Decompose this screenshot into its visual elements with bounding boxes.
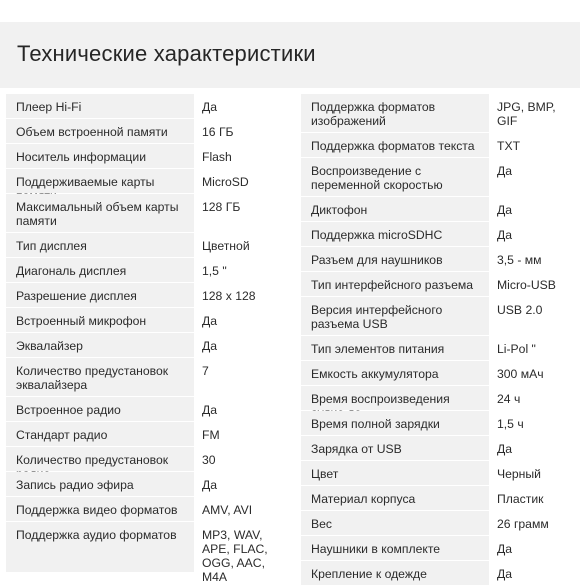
spec-label: Поддержка видео форматов (6, 497, 194, 521)
spec-row (6, 446, 291, 471)
spec-label: Стандарт радио (6, 422, 194, 446)
spec-value: Li-Pol " (489, 336, 576, 360)
spec-value: Да (194, 397, 291, 421)
spec-value: 1,5 ч (489, 411, 576, 435)
spec-label: Носитель информации (6, 144, 194, 168)
spec-value: Да (489, 158, 576, 196)
spec-value: Да (489, 536, 576, 560)
spec-row (6, 421, 291, 446)
spec-label: Поддержка microSDHC (301, 222, 489, 246)
spec-value: TXT (489, 133, 576, 157)
spec-row (301, 246, 576, 271)
spec-row (6, 521, 291, 584)
spec-value: Да (489, 197, 576, 221)
spec-label: Емкость аккумулятора (301, 361, 489, 385)
spec-value: 3,5 - мм (489, 247, 576, 271)
spec-value: JPG, BMP, GIF (489, 94, 576, 132)
spec-label: Время полной зарядки (301, 411, 489, 435)
spec-value: Да (489, 561, 576, 585)
spec-label: Воспроизведение с переменной скоростью (301, 158, 489, 196)
spec-row (6, 471, 291, 496)
spec-label: Цвет (301, 461, 489, 485)
spec-value: Пластик (489, 486, 576, 510)
spec-label: Тип интерфейсного разъема (301, 272, 489, 296)
spec-value: 128 x 128 (194, 283, 291, 307)
spec-label: Эквалайзер (6, 333, 194, 357)
spec-row (301, 132, 576, 157)
spec-row (301, 485, 576, 510)
spec-label: Крепление к одежде (301, 561, 489, 585)
spec-label: Запись радио эфира (6, 472, 194, 496)
spec-row (301, 410, 576, 435)
spec-label: Поддерживаемые карты (6, 169, 194, 193)
spec-label: Диагональ дисплея (6, 258, 194, 282)
spec-value: 24 ч (489, 386, 576, 410)
spec-label: Время воспроизведения (301, 386, 489, 410)
spec-label: Тип дисплея (6, 233, 194, 257)
spec-row (301, 296, 576, 335)
spec-row (6, 93, 291, 118)
spec-label: Встроенное радио (6, 397, 194, 421)
spec-row (6, 496, 291, 521)
spec-value: Да (194, 472, 291, 496)
spec-value: Да (194, 308, 291, 332)
spec-row (301, 435, 576, 460)
spec-label: Материал корпуса (301, 486, 489, 510)
spec-label: Диктофон (301, 197, 489, 221)
spec-label: Поддержка форматов текста (301, 133, 489, 157)
specs-table-left (6, 93, 291, 584)
spec-label: Встроенный микрофон (6, 308, 194, 332)
spec-label: Плеер Hi-Fi (6, 94, 194, 118)
spec-label: Разрешение дисплея (6, 283, 194, 307)
specs-table-right (301, 93, 576, 585)
spec-label: Поддержка аудио форматов (6, 522, 194, 572)
spec-label: Наушники в комплекте (301, 536, 489, 560)
specs-header (0, 22, 580, 88)
spec-row (301, 157, 576, 196)
spec-row (301, 93, 576, 132)
spec-value: 1,5 " (194, 258, 291, 282)
spec-label: Тип элементов питания (301, 336, 489, 360)
page-title: Технические характеристики (17, 41, 316, 66)
spec-value: USB 2.0 (489, 297, 576, 335)
spec-value: Цветной (194, 233, 291, 257)
spec-row (301, 271, 576, 296)
spec-label: Поддержка форматов изображений (301, 94, 489, 132)
spec-row (301, 460, 576, 485)
spec-value: 128 ГБ (194, 194, 291, 232)
spec-row (301, 335, 576, 360)
spec-label: Объем встроенной памяти (6, 119, 194, 143)
spec-value: 7 (194, 358, 291, 396)
spec-value: Черный (489, 461, 576, 485)
spec-label: Зарядка от USB (301, 436, 489, 460)
spec-value: MP3, WAV, APE, FLAC, OGG, AAC, M4A (194, 522, 291, 572)
spec-value: Да (489, 222, 576, 246)
spec-label: Разъем для наушников (301, 247, 489, 271)
spec-label: Максимальный объем карты памяти (6, 194, 194, 232)
spec-row (6, 307, 291, 332)
spec-row (6, 257, 291, 282)
spec-label: Вес (301, 511, 489, 535)
spec-value: 26 грамм (489, 511, 576, 535)
spec-value: 30 (194, 447, 291, 471)
spec-value: 16 ГБ (194, 119, 291, 143)
spec-label: Количество предустановок эквалайзера (6, 358, 194, 396)
spec-value: Да (489, 436, 576, 460)
spec-row (6, 332, 291, 357)
spec-value: Micro-USB (489, 272, 576, 296)
spec-row (301, 535, 576, 560)
spec-row (6, 168, 291, 193)
spec-row (6, 143, 291, 168)
spec-value: FM (194, 422, 291, 446)
spec-row (6, 232, 291, 257)
spec-value: Flash (194, 144, 291, 168)
spec-row (6, 193, 291, 232)
spec-row (6, 118, 291, 143)
spec-row (301, 221, 576, 246)
spec-label: Версия интерфейсного разъема USB (301, 297, 489, 335)
spec-row (6, 282, 291, 307)
spec-value: AMV, AVI (194, 497, 291, 521)
spec-row (301, 360, 576, 385)
spec-value: Да (194, 94, 291, 118)
spec-row (6, 396, 291, 421)
spec-row (301, 510, 576, 535)
spec-label: Количество предустановок (6, 447, 194, 471)
spec-value: Да (194, 333, 291, 357)
spec-row (301, 196, 576, 221)
spec-value: 300 мАч (489, 361, 576, 385)
spec-value: MicroSD (194, 169, 291, 193)
spec-row (301, 385, 576, 410)
spec-row (6, 357, 291, 396)
spec-row (301, 560, 576, 585)
